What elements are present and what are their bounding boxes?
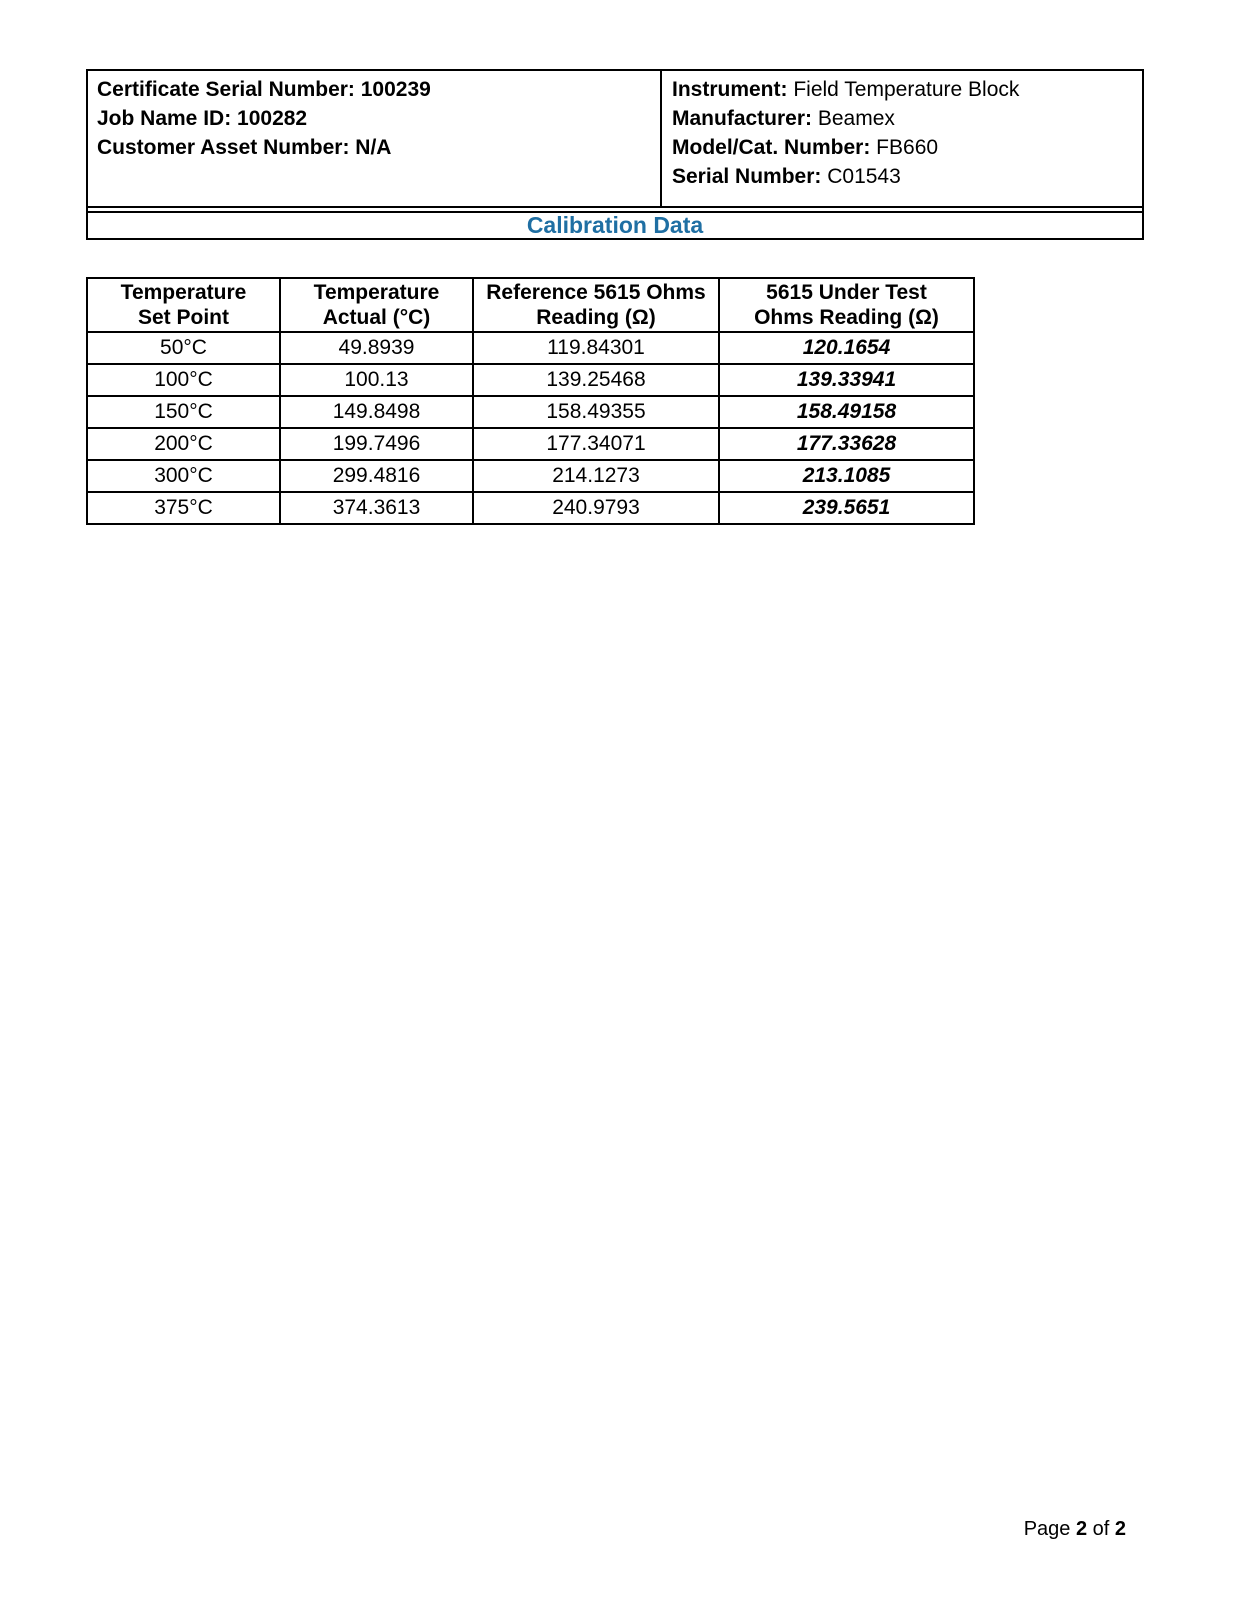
cell-set-point: 375°C — [87, 492, 280, 524]
cell-set-point: 100°C — [87, 364, 280, 396]
cell-under-test: 139.33941 — [719, 364, 974, 396]
certificate-serial-number: Certificate Serial Number: 100239 — [97, 78, 431, 101]
model-label: Model/Cat. Number: — [672, 136, 871, 159]
cell-reference: 214.1273 — [473, 460, 719, 492]
cell-set-point: 50°C — [87, 332, 280, 364]
cell-reference: 177.34071 — [473, 428, 719, 460]
col-header-actual: Temperature Actual (°C) — [280, 278, 473, 332]
cell-reference: 158.49355 — [473, 396, 719, 428]
cell-set-point: 150°C — [87, 396, 280, 428]
serial-number — [672, 162, 1132, 191]
instrument — [672, 75, 1132, 104]
cell-set-point: 200°C — [87, 428, 280, 460]
cell-reference: 139.25468 — [473, 364, 719, 396]
cell-set-point: 300°C — [87, 460, 280, 492]
section-title: Calibration Data — [526, 212, 704, 238]
cell-under-test: 239.5651 — [719, 492, 974, 524]
cell-actual: 374.3613 — [280, 492, 473, 524]
model-cat-number — [672, 133, 1132, 162]
cell-actual: 299.4816 — [280, 460, 473, 492]
cell-under-test: 158.49158 — [719, 396, 974, 428]
serial-label: Serial Number: — [672, 165, 822, 188]
page-number: Page 2 of 2 — [1023, 1518, 1126, 1540]
col-header-reference-reading: Reference 5615 Ohms Reading (Ω) — [473, 278, 719, 332]
table-header-row — [87, 278, 974, 332]
serial-value: C01543 — [821, 165, 901, 188]
cell-actual: 149.8498 — [280, 396, 473, 428]
manufacturer — [672, 104, 1132, 133]
certificate-info-panel — [88, 71, 662, 206]
cell-under-test: 177.33628 — [719, 428, 974, 460]
table-row — [87, 396, 974, 428]
cell-reference: 119.84301 — [473, 332, 719, 364]
table-row — [87, 460, 974, 492]
table-row — [87, 428, 974, 460]
table-row — [87, 332, 974, 364]
customer-asset-number: Customer Asset Number: N/A — [97, 136, 392, 159]
cell-actual: 199.7496 — [280, 428, 473, 460]
col-header-under-test-reading: 5615 Under Test Ohms Reading (Ω) — [719, 278, 974, 332]
table-row — [87, 492, 974, 524]
col-header-set-point: Temperature Set Point — [87, 278, 280, 332]
manufacturer-label: Manufacturer: — [672, 107, 813, 130]
job-name-id: Job Name ID: 100282 — [97, 107, 308, 130]
instrument-info-panel — [662, 71, 1142, 206]
model-value: FB660 — [870, 136, 939, 159]
table-row — [87, 364, 974, 396]
cell-actual: 100.13 — [280, 364, 473, 396]
calibration-data-table — [86, 277, 975, 525]
cell-actual: 49.8939 — [280, 332, 473, 364]
certificate-header — [86, 69, 1144, 240]
instrument-label: Instrument: — [672, 78, 788, 101]
cell-under-test: 120.1654 — [719, 332, 974, 364]
instrument-value: Field Temperature Block — [787, 78, 1020, 101]
cell-reference: 240.9793 — [473, 492, 719, 524]
cell-under-test: 213.1085 — [719, 460, 974, 492]
manufacturer-value: Beamex — [812, 107, 895, 130]
